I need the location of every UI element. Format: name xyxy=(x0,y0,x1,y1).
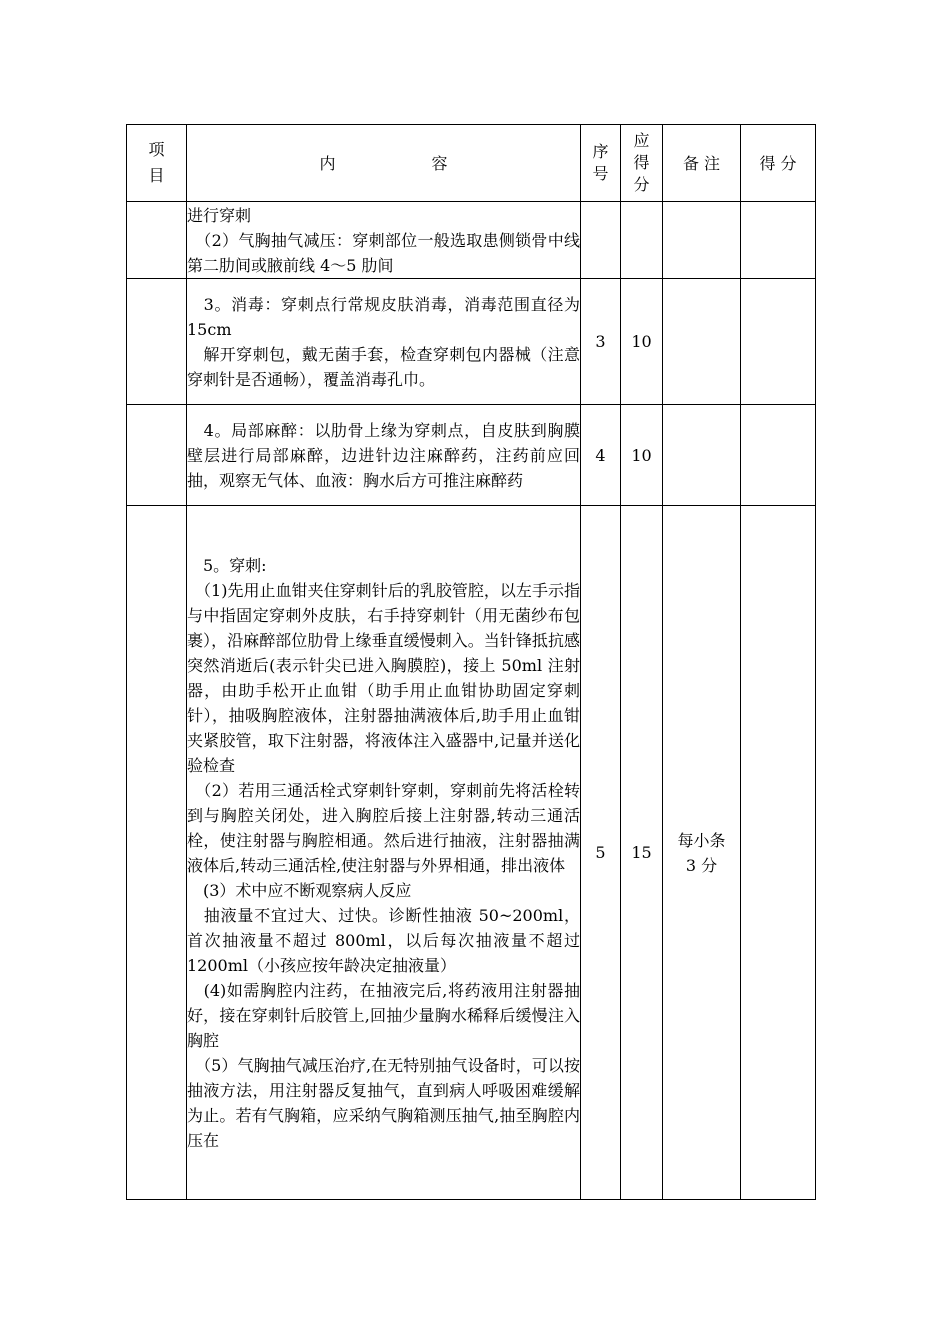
content-line: 抽液量不宜过大、过快。诊断性抽液 50~200ml，首次抽液量不超过 800ml，以后每次抽液量不超过 1200ml（小孩应按年龄决定抽液量） xyxy=(187,905,580,975)
content-cell xyxy=(187,506,581,1200)
header-seq: 序号 xyxy=(581,125,621,202)
content-cell xyxy=(187,202,581,279)
item-cell xyxy=(127,202,187,279)
table-row xyxy=(127,279,816,405)
score-cell: 10 xyxy=(621,279,663,405)
score-cell: 15 xyxy=(621,506,663,1200)
header-item: 项 目 xyxy=(127,125,187,202)
earned-cell xyxy=(741,202,816,279)
table-row xyxy=(127,202,816,279)
content-line: （2）气胸抽气减压：穿刺部位一般选取患侧锁骨中线第二肋间或腋前线 4～5 肋间 xyxy=(187,230,580,275)
header-remark: 备 注 xyxy=(663,125,741,202)
content-cell xyxy=(187,279,581,405)
content-line: (3）术中应不断观察病人反应 xyxy=(187,880,412,900)
content-line: （1)先用止血钳夹住穿刺针后的乳胶管腔，以左手示指与中指固定穿刺外皮肤，右手持穿刺针（用无菌纱布包裹），沿麻醉部位肋骨上缘垂直缓慢刺入。当针锋抵抗感突然消逝后(表示针尖已进入胸膜腔)，接上 50ml 注射器，由助手松开止血钳（助手用止血钳协助固定穿刺针），抽吸胸腔液体，注射器抽满液体后,助手用止血钳夹紧胶管，取下注射器，将液体注入盛器中,记量并送化验检查 xyxy=(187,580,580,775)
content-cell xyxy=(187,405,581,506)
content-line: 4。局部麻醉：以肋骨上缘为穿刺点，自皮肤到胸膜壁层进行局部麻醉，边进针边注麻醉药，注药前应回抽，观察无气体、血液：胸水后方可推注麻醉药 xyxy=(187,420,580,490)
remark-cell xyxy=(663,202,741,279)
content-line: (4)如需胸腔内注药，在抽液完后,将药液用注射器抽好，接在穿刺针后胶管上,回抽少量胸水稀释后缓慢注入胸腔 xyxy=(187,980,580,1050)
item-cell xyxy=(127,405,187,506)
seq-cell: 5 xyxy=(581,506,621,1200)
item-cell xyxy=(127,506,187,1200)
score-cell: 10 xyxy=(621,405,663,506)
seq-cell: 4 xyxy=(581,405,621,506)
seq-cell: 3 xyxy=(581,279,621,405)
header-content xyxy=(187,125,581,202)
earned-cell xyxy=(741,506,816,1200)
seq-cell xyxy=(581,202,621,279)
header-content-left: 内 xyxy=(319,153,336,173)
scoring-table xyxy=(126,124,816,1200)
header-score: 应得分 xyxy=(621,125,663,202)
score-cell xyxy=(621,202,663,279)
content-line: 5。穿刺: xyxy=(187,555,267,575)
earned-cell xyxy=(741,405,816,506)
content-line: 进行穿刺 xyxy=(187,205,252,225)
table-row xyxy=(127,506,816,1200)
content-line: 解开穿刺包，戴无菌手套，检查穿刺包内器械（注意穿刺针是否通畅），覆盖消毒孔巾。 xyxy=(187,344,580,389)
earned-cell xyxy=(741,279,816,405)
header-content-right: 容 xyxy=(431,153,448,173)
remark-cell xyxy=(663,279,741,405)
remark-cell xyxy=(663,405,741,506)
content-line: 3。消毒：穿刺点行常规皮肤消毒，消毒范围直径为 15cm xyxy=(187,294,580,339)
content-line: （5）气胸抽气减压治疗,在无特别抽气设备时，可以按抽液方法，用注射器反复抽气，直到病人呼吸困难缓解为止。若有气胸箱，应采纳气胸箱测压抽气,抽至胸腔内压在 xyxy=(187,1055,580,1150)
header-earned: 得 分 xyxy=(741,125,816,202)
content-line: （2）若用三通活栓式穿刺针穿刺，穿刺前先将活栓转到与胸腔关闭处，进入胸腔后接上注射器,转动三通活栓，使注射器与胸腔相通。然后进行抽液，注射器抽满液体后,转动三通活栓,使注射器与外界相通，排出液体 xyxy=(187,780,580,875)
table-header-row xyxy=(127,125,816,202)
remark-cell: 每小条 3 分 xyxy=(663,506,741,1200)
item-cell xyxy=(127,279,187,405)
table-row xyxy=(127,405,816,506)
